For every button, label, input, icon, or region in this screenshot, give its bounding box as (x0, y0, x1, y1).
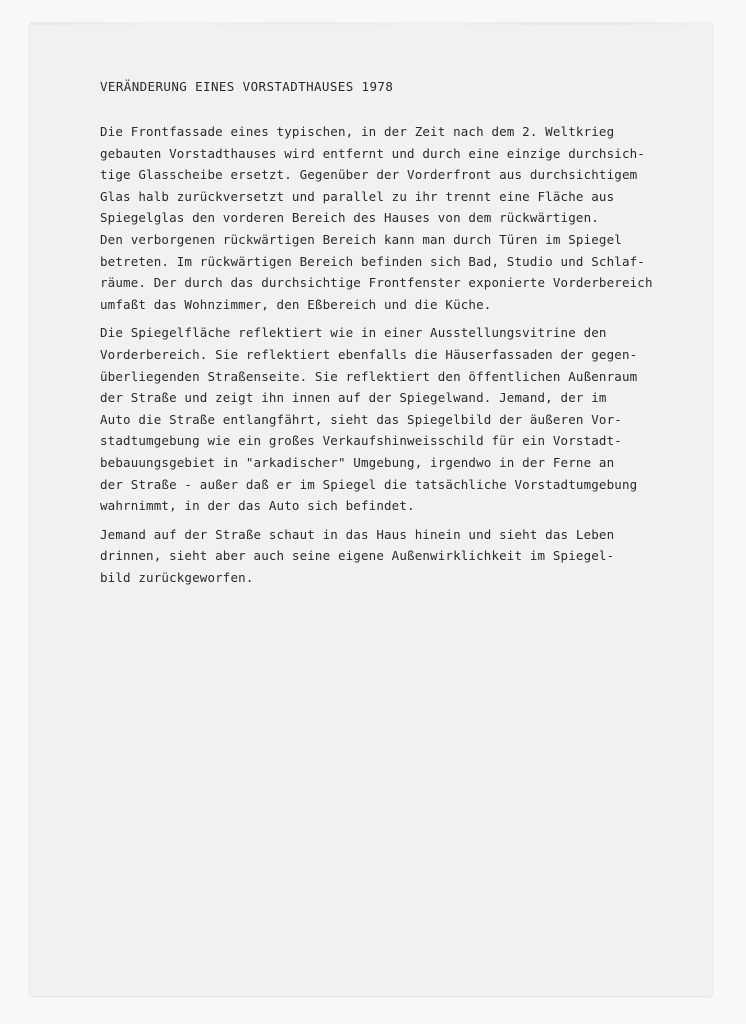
text-line: stadtumgebung wie ein großes Verkaufshinweisschild für ein Vorstadt- (100, 433, 622, 449)
text-line: betreten. Im rückwärtigen Bereich befinden sich Bad, Studio und Schlaf- (100, 253, 645, 269)
paragraph-1 (100, 121, 700, 315)
document-body (100, 78, 700, 595)
text-line: Den verborgenen rückwärtigen Bereich kann man durch Türen im Spiegel (100, 231, 622, 247)
text-line: der Straße und zeigt ihn innen auf der Spiegelwand. Jemand, der im (100, 390, 607, 406)
text-line: bebauungsgebiet in "arkadischer" Umgebung, irgendwo in der Ferne an (100, 454, 615, 470)
text-line: Spiegelglas den vorderen Bereich des Hauses von dem rückwärtigen. (100, 210, 599, 226)
text-line: Auto die Straße entlangfährt, sieht das Spiegelbild der äußeren Vor- (100, 411, 622, 427)
paragraph-3 (100, 524, 700, 589)
document-title: VERÄNDERUNG EINES VORSTADTHAUSES 1978 (100, 79, 394, 94)
text-line: Jemand auf der Straße schaut in das Haus hinein und sieht das Leben (100, 526, 615, 542)
text-line: überliegenden Straßenseite. Sie reflektiert den öffentlichen Außenraum (100, 368, 638, 384)
text-line: Glas halb zurückversetzt und parallel zu ihr trennt eine Fläche aus (100, 188, 615, 204)
text-line: Die Frontfassade eines typischen, in der Zeit nach dem 2. Weltkrieg (100, 124, 615, 139)
text-line: Die Spiegelfläche reflektiert wie in einer Ausstellungsvitrine den (100, 325, 607, 341)
text-line: Vorderbereich. Sie reflektiert ebenfalls die Häuserfassaden der gegen- (100, 346, 638, 362)
paragraph-2 (100, 322, 700, 516)
text-line: wahrnimmt, in der das Auto sich befindet. (100, 498, 415, 514)
text-line: drinnen, sieht aber auch seine eigene Außenwirklichkeit im Spiegel- (100, 548, 615, 564)
text-line: der Straße - außer daß er im Spiegel die tatsächliche Vorstadtumgebung (100, 476, 638, 492)
text-line: bild zurückgeworfen. (100, 569, 254, 585)
paper-sheet (30, 24, 712, 996)
text-line: gebauten Vorstadthauses wird entfernt und durch eine einzige durchsich- (100, 145, 645, 161)
text-line: umfaßt das Wohnzimmer, den Eßbereich und die Küche. (100, 296, 492, 312)
text-line: räume. Der durch das durchsichtige Frontfenster exponierte Vorderbereich (100, 275, 653, 291)
text-line: tige Glasscheibe ersetzt. Gegenüber der Vorderfront aus durchsichtigem (100, 167, 638, 183)
